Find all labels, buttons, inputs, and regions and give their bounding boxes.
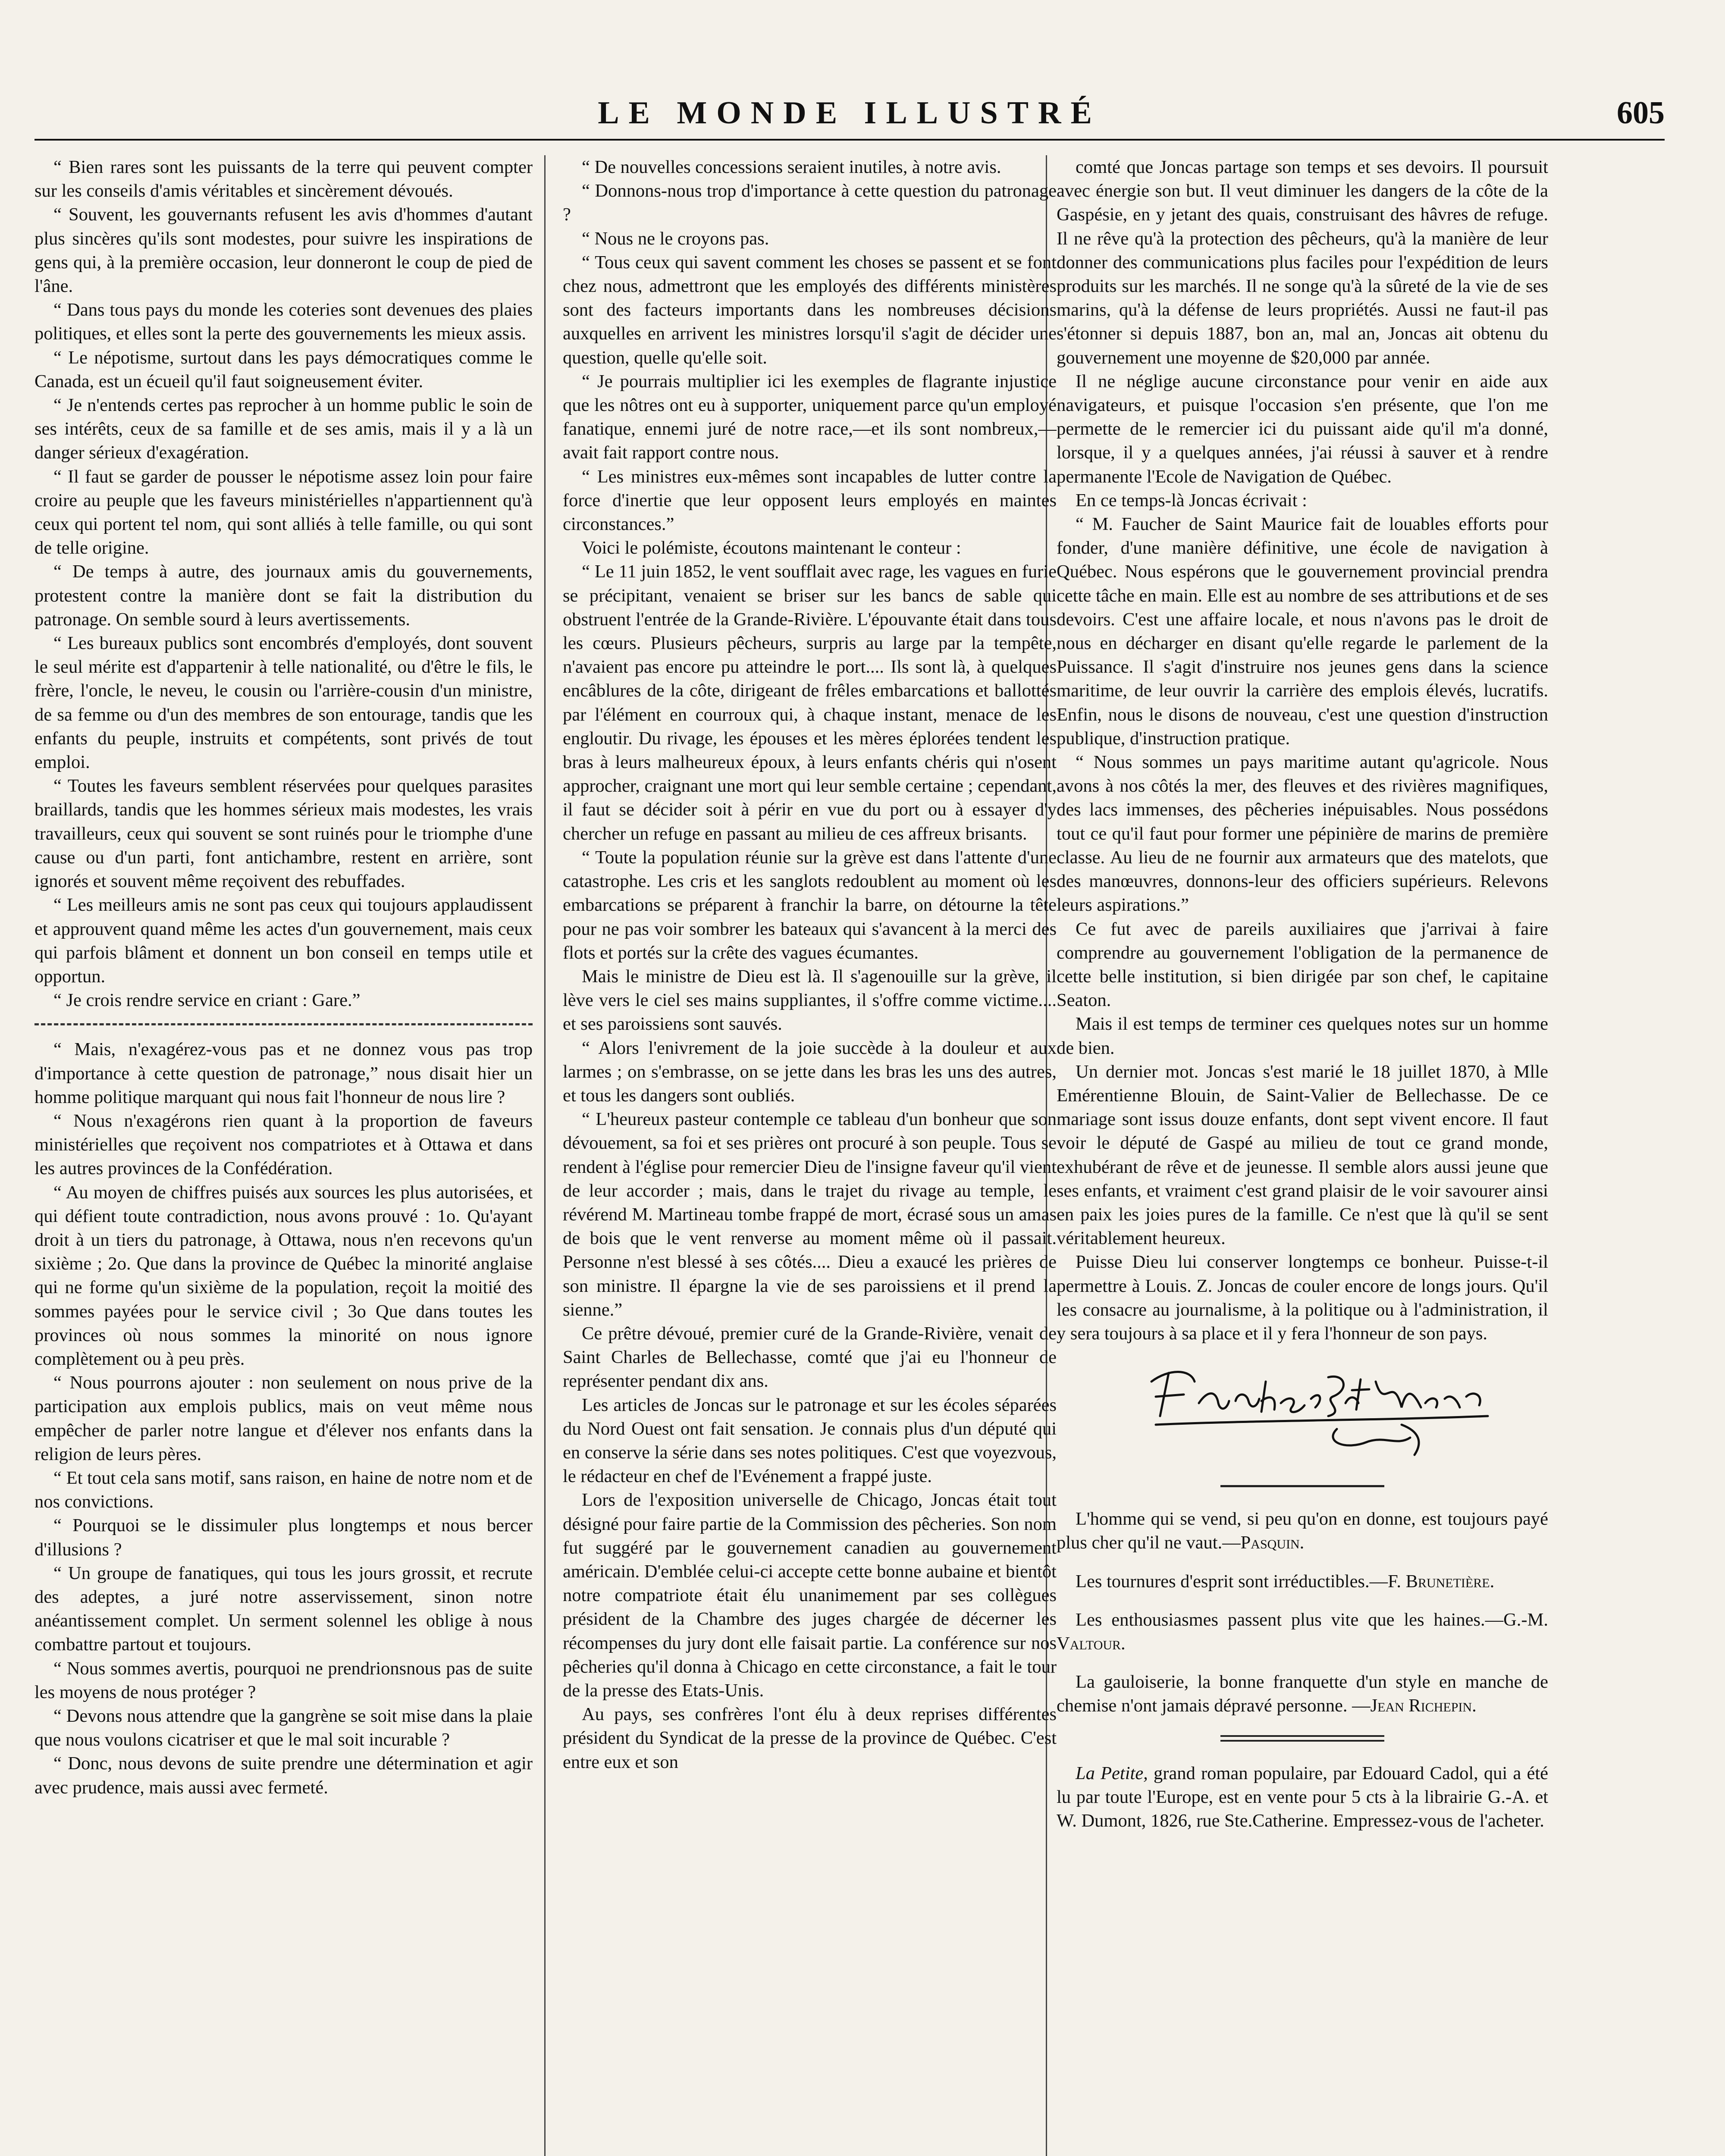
masthead-rule (34, 139, 1665, 141)
paragraph: “ Nous sommes avertis, pourquoi ne prendrionsnous pas de suite les moyens de nous protéger ? (34, 1658, 533, 1702)
paragraph: “ De temps à autre, des journaux amis du gouvernements, protestent contre la manière dont se fait la distribution du patronage. On semble sourd à leurs avertissements. (34, 561, 533, 630)
paragraph: Ce prêtre dévoué, premier curé de la Grande-Rivière, venait de Saint Charles de Bellechasse, comté que j'ai eu l'honneur de représenter pendant dix ans. (563, 1323, 1057, 1391)
notice-title: La Petite, (1076, 1763, 1148, 1783)
publication-title: LE MONDE ILLUSTRÉ (598, 95, 1101, 131)
paragraph: “ Devons nous attendre que la gangrène se soit mise dans la plaie que nous voulons cicatriser et que le mal soit incurable ? (34, 1706, 533, 1750)
column-1-part-1 (34, 155, 533, 1012)
paragraph: Au pays, ses confrères l'ont élu à deux reprises différentes président du Syndicat de la presse de la province de Québec. C'est entre eux et son (563, 1704, 1057, 1772)
maxim (1057, 1670, 1548, 1717)
paragraph: “ Pourquoi se le dissimuler plus longtemps et nous bercer d'illusions ? (34, 1515, 533, 1560)
maxim (1057, 1507, 1548, 1554)
paragraph: “ Nous n'exagérons rien quant à la proportion de faveurs ministérielles que reçoivent nos compatriotes et à Ottawa et dans les autres provinces de la Confédération. (34, 1110, 533, 1179)
column-2-part-1 (563, 155, 1057, 1774)
paragraph: “ Je crois rendre service en criant : Gare.” (53, 990, 361, 1011)
maxim (1057, 1570, 1548, 1593)
paragraph: comté que Joncas partage son temps et ses devoirs. Il poursuit avec énergie son but. Il veut diminuer les dangers de la côte de la Gaspésie, en y jetant des quais, construisant des hâvres de refuge. Il ne rêve qu'à la protection des pêcheurs, qu'à la manière de leur donner des communications plus faciles pour l'expédition de leurs produits sur les marchés. Il ne songe qu'à la sûreté de la vie de ses marins, qu'à la défense de leurs propriétés. Aussi ne faut-il pas s'étonner si depuis 1887, bon an, mal an, Joncas ait obtenu du gouvernement une moyenne de $20,000 par année. (1057, 157, 1548, 368)
maxim-author: Valtour. (1057, 1633, 1126, 1654)
maxims (1057, 1507, 1548, 1717)
paragraph: “ Au moyen de chiffres puisés aux sources les plus autorisées, et qui défient toute contradiction, nous avons prouvé : 1o. Qu'ayant droit à un tiers du patronage, à Ottawa, nous n'en recevons qu'un sixième ; 2o. Que dans la province de Québec la minorité anglaise qui ne forme qu'un sixième de la population, reçoit la moitié des sommes payées pour le service civil ; 3o Que dans toutes les provinces où nous sommes la minorité on nous ignore complètement ou à peu près. (34, 1182, 533, 1369)
paragraph: “ L'heureux pasteur contemple ce tableau d'un bonheur que son dévouement, sa foi et ses prières ont procuré à son peuple. Tous se rendent à l'église pour remercier Dieu de l'insigne faveur qu'il vient de leur accorder ; mais, dans le trajet du rivage au temple, le révérend M. Martineau tombe frappé de mort, écrasé sous un amas de bois que le vent renverse au moment même où il passait. Personne n'est blessé à ses côtés.... Dieu a exaucé les prières de son ministre. Il épargne la vie de ses paroissiens et il prend la sienne.” (563, 1109, 1057, 1320)
paragraph: “ Les bureaux publics sont encombrés d'employés, dont souvent le seul mérite est d'appartenir à telle nationalité, ou d'être le fils, le frère, l'oncle, le neveu, le cousin ou l'arrière-cousin d'un ministre, de sa femme ou d'un des membres de son entourage, tandis que les enfants du peuple, instruits et compétents, sont privés de tout emploi. (34, 633, 533, 773)
maxim (1057, 1608, 1548, 1655)
column-3 (1057, 155, 1548, 2156)
paragraph: “ Mais, n'exagérez-vous pas et ne donnez vous pas trop d'importance à cette question de patronage,” nous disait hier un homme politique marquant qui nous fait l'honneur de nous lire ? (34, 1039, 533, 1107)
paragraph: Puisse Dieu lui conserver longtemps ce bonheur. Puisse-t-il permettre à Louis. Z. Joncas de couler encore de longs jours. Qu'il les consacre au journalisme, à la politique ou à l'administration, il y sera toujours à sa place et il y fera l'honneur de son pays. (1057, 1252, 1548, 1344)
maxim-author: Jean Richepin. (1370, 1695, 1477, 1716)
paragraph: “ De nouvelles concessions seraient inutiles, à notre avis. (582, 157, 1001, 177)
section-rule (1220, 1485, 1384, 1487)
paragraph: “ Nous sommes un pays maritime autant qu'agricole. Nous avons à nos côtés la mer, des fleuves et des rivières magnifiques, des lacs immenses, des pêcheries inépuisables. Nous possédons tout ce qu'il faut pour former une pépinière de marins de première classe. Au lieu de ne fournir aux armateurs que des matelots, que des manœuvres, donnons-leur des officiers supérieurs. Relevons leurs aspirations.” (1057, 752, 1548, 915)
paragraph: “ Le 11 juin 1852, le vent soufflait avec rage, les vagues en furie se précipitant, venaient se briser sur les bancs de sable qui obstruent l'entrée de la Grande-Rivière. L'épouvante était dans tous les cœurs. Plusieurs pêcheurs, surpris au large par la tempête, n'avaient pas encore pu atteindre le port.... Ils sont là, à quelques encâblures de la côte, dirigeant de frêles embarcations et ballottés par l'élément en courroux qui, à chaque instant, menace de les engloutir. Du rivage, les épouses et les mères éplorées tendent les bras à leurs malheureux époux, à leurs enfants chéris qui n'osent approcher, craignant une mort qui leur semble certaine ; cependant, il faut se décider soit à périr en vue du port ou à essayer d'y chercher un refuge en passant au milieu de ces affreux brisants. (563, 561, 1057, 844)
signature (1057, 1356, 1548, 1468)
maxim-author: Pasquin. (1240, 1532, 1305, 1553)
paragraph: “ Toute la population réunie sur la grève est dans l'attente d'une catastrophe. Les cris et les sanglots redoublent au moment où les embarcations se préparent à franchir la barre, on détourne la tête pour ne pas voir sombrer les bateaux qui s'avancent à la merci des flots et portés sur la crête des vagues écumantes. (563, 847, 1057, 963)
paragraph: “ Il faut se garder de pousser le népotisme assez loin pour faire croire au peuple que les faveurs ministérielles n'appartiennent qu'à ceux qui portent tel nom, qui sont alliés à telle famille, ou qui sont de telle origine. (34, 466, 533, 558)
column-2 (563, 155, 1057, 2156)
notice-text: grand roman populaire, par Edouard Cadol, qui a été lu par toute l'Europe, est en vente pour 5 cts à la librairie G.-A. et W. Dumont, 1826, rue Ste.Catherine. Empressez-vous de l'acheter. (1057, 1763, 1548, 1831)
paragraph: “ Toutes les faveurs semblent réservées pour quelques parasites braillards, tandis que les hommes sérieux mais modestes, les vrais travailleurs, ceux qui souvent se sont ruinés pour le triomphe d'une cause ou d'un parti, font antichambre, restent en arrière, sont ignorés et souvent même reçoivent des rebuffades. (34, 776, 533, 892)
paragraph: Mais le ministre de Dieu est là. Il s'agenouille sur la grève, il lève vers le ciel ses mains suppliantes, il s'offre comme victime.... et ses paroissiens sont sauvés. (563, 966, 1057, 1034)
paragraph: “ Dans tous pays du monde les coteries sont devenues des plaies politiques, et elles sont la perte des gouvernements les mieux assis. (34, 300, 533, 344)
paragraph: “ Souvent, les gouvernants refusent les avis d'hommes d'autant plus sincères qu'ils sont modestes, pour suivre les inspirations de gens qui, à la première occasion, leur donneront le coup de pied de l'âne. (34, 204, 533, 297)
paragraph: “ Nous pourrons ajouter : non seulement on nous prive de la participation aux emplois publics, mais on veut même nous empêcher de parler notre langue et d'élever nos enfants dans la religion de leurs pères. (34, 1373, 533, 1464)
paragraph: Lors de l'exposition universelle de Chicago, Joncas était tout désigné pour faire partie de la Commission des pêcheries. Son nom fut suggéré par le gouvernement canadien au gouvernement américain. D'emblée celui-ci accepte cette bonne aubaine et bientôt notre compatriote était élu unanimement par ses collègues président de la Chambre des juges chargée de décerner les récompenses du jury dont elle faisait partie. La conférence sur nos pêcheries qu'il donna à Chicago en cette circonstance, a fait le tour de la presse des Etats-Unis. (563, 1490, 1057, 1701)
column-1 (34, 155, 533, 2156)
paragraph: Il ne néglige aucune circonstance pour venir en aide aux navigateurs, et puisque l'occasion s'en présente, que l'on me permette de le remercier ici du puissant aide qu'il m'a donné, lorsque, il y a quelques années, j'ai réussi à sauver et à rendre permanente l'Ecole de Navigation de Québec. (1057, 371, 1548, 487)
paragraph: “ Les meilleurs amis ne sont pas ceux qui toujours applaudissent et approuvent quand même les actes d'un gouvernement, mais ceux qui parfois blâment et donnent un bon conseil en temps utile et opportun. (34, 895, 533, 987)
paragraph: “ Donc, nous devons de suite prendre une détermination et agir avec prudence, mais aussi avec fermeté. (34, 1753, 533, 1798)
column-separator (544, 155, 546, 2156)
paragraph: “ Les ministres eux-mêmes sont incapables de lutter contre la force d'inertie que leur opposent leurs employés en maintes circonstances.” (563, 466, 1057, 535)
paragraph: Voici le polémiste, écoutons maintenant le conteur : (582, 538, 961, 558)
maxim-text: Les enthousiasmes passent plus vite que les haines.—G.-M. (1076, 1609, 1548, 1630)
paragraph: “ Le népotisme, surtout dans les pays démocratiques comme le Canada, est un écueil qu'il faut soigneusement éviter. (34, 347, 533, 392)
dotted-separator (34, 1023, 533, 1027)
paragraph: Un dernier mot. Joncas s'est marié le 18 juillet 1870, à Mlle Emérentienne Blouin, de Saint-Valier de Bellechasse. De ce mariage sont issus douze enfants, dont sept vivent encore. Il faut voir le député de Gaspé au milieu de tout ce grand monde, exhubérant de rêve et de jeunesse. Il semble alors aussi jeune que ses enfants, et vraiment c'est grand plaisir de le voir savourer ainsi en paix les joies pures de la famille. Ce n'est que là qu'il se sent véritablement heureux. (1057, 1061, 1548, 1249)
paragraph: “ Et tout cela sans motif, sans raison, en haine de notre nom et de nos convictions. (34, 1467, 533, 1512)
paragraph: “ Nous ne le croyons pas. (582, 228, 769, 249)
paragraph: Les articles de Joncas sur le patronage et sur les écoles séparées du Nord Ouest ont fait sensation. Je connais plus d'un député qui en conserve la série dans ses notes politiques. C'est que voyezvous, le rédacteur en chef de l'Evénement a frappé juste. (563, 1395, 1057, 1487)
notice (1057, 1761, 1548, 1833)
paragraph: “ Je n'entends certes pas reprocher à un homme public le soin de ses intérêts, ceux de sa famille et de ses amis, mais il y a là un danger sérieux d'exagération. (34, 395, 533, 463)
paragraph: “ Je pourrais multiplier ici les exemples de flagrante injustice que les nôtres ont eu à supporter, uniquement parce qu'un employé fanatique, ennemi juré de notre race,—et ils sont nombreux,—avait fait rapport contre nous. (563, 371, 1057, 463)
handwritten-signature-icon (1143, 1356, 1496, 1459)
paragraph: En ce temps-là Joncas écrivait : (1076, 490, 1307, 511)
maxim-text: Les tournures d'esprit sont irréductibles.—F. (1076, 1571, 1406, 1592)
paragraph: “ Donnons-nous trop d'importance à cette question du patronage ? (563, 181, 1057, 225)
paragraph: Ce fut avec de pareils auxiliaires que j'arrivai à faire comprendre au gouvernement l'obligation de la permanence de cette belle institution, si bien dirigée par son chef, le capitaine Seaton. (1057, 918, 1548, 1011)
paragraph: “ Tous ceux qui savent comment les choses se passent et se font chez nous, admettront que les employés des différents ministères sont des facteurs importants dans les nombreuses décisions auxquelles en arrivent les ministres lorsqu'il s'agit de décider une question, quelle qu'elle soit. (563, 252, 1057, 368)
maxim-text: L'homme qui se vend, si peu qu'on en donne, est toujours payé plus cher qu'il ne vaut.— (1057, 1509, 1548, 1553)
maxim-text: La gauloiserie, la bonne franquette d'un style en manche de chemise n'ont jamais dépravé personne. — (1057, 1672, 1548, 1716)
paragraph: “ M. Faucher de Saint Maurice fait de louables efforts pour fonder, d'une manière définitive, une école de navigation à Québec. Nous espérons que le gouvernement provincial prendra cette tâche en main. Elle est au nombre de ses attributions et de ses devoirs. C'est une affaire locale, et nous n'avons pas le droit de nous en décharger en disant qu'elle regarde le parlement de la Puissance. Il s'agit d'instruire nos jeunes gens dans la science maritime, de leur ouvrir la carrière des emplois élevés, lucratifs. Enfin, nous le disons de nouveau, c'est une question d'instruction publique, d'instruction pratique. (1057, 514, 1548, 749)
column-3-article (1057, 155, 1548, 1345)
paragraph: “ Alors l'enivrement de la joie succède à la douleur et aux larmes ; on s'embrasse, on se jette dans les bras les uns des autres, et tous les dangers sont oubliés. (563, 1037, 1057, 1106)
paragraph: Mais il est temps de terminer ces quelques notes sur un homme de bien. (1057, 1014, 1548, 1058)
column-1-part-2 (34, 1037, 533, 1799)
maxim-author: Brunetière. (1405, 1571, 1495, 1592)
paragraph: “ Un groupe de fanatiques, qui tous les jours grossit, et recrute des adeptes, a juré notre asservissement, sinon notre anéantissement complet. Un serment solennel les oblige à nous combattre partout et toujours. (34, 1563, 533, 1655)
page-number: 605 (1617, 95, 1665, 131)
paragraph: “ Bien rares sont les puissants de la terre qui peuvent compter sur les conseils d'amis véritables et sincèrement dévoués. (34, 157, 533, 201)
section-rule-double (1220, 1735, 1384, 1742)
masthead (34, 95, 1665, 142)
